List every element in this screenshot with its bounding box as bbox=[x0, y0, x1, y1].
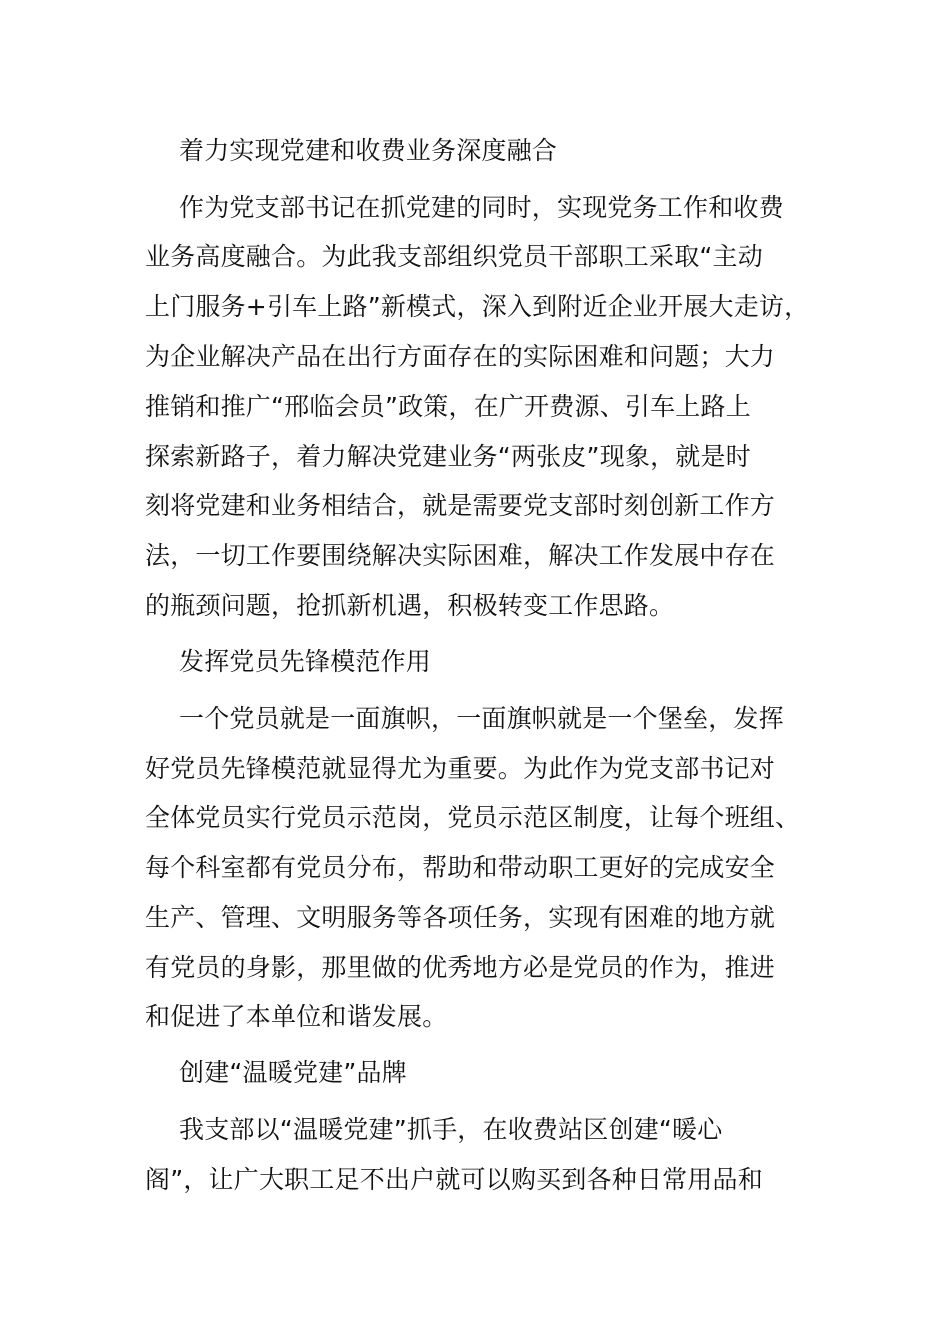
section-heading: 着力实现党建和收费业务深度融合 bbox=[179, 136, 558, 165]
paragraph-line: 上门服务+引车上路”新模式，深入到附近企业开展大走访， bbox=[145, 292, 810, 321]
paragraph-line: 我支部以“温暖党建”抓手，在收费站区创建“暖心 bbox=[179, 1115, 723, 1144]
paragraph-line: 和促进了本单位和谐发展。 bbox=[145, 1002, 448, 1031]
paragraph-line: 刻将党建和业务相结合，就是需要党支部时刻创新工作方 bbox=[145, 491, 776, 520]
paragraph-line: 法，一切工作要围绕解决实际困难，解决工作发展中存在 bbox=[145, 541, 776, 570]
paragraph-line: 好党员先锋模范就显得尤为重要。为此作为党支部书记对 bbox=[145, 754, 776, 783]
paragraph-line: 有党员的身影，那里做的优秀地方必是党员的作为，推进 bbox=[145, 953, 776, 982]
paragraph-line: 作为党支部书记在抓党建的同时，实现党务工作和收费 bbox=[179, 193, 784, 222]
paragraph-line: 全体党员实行党员示范岗，党员示范区制度，让每个班组、 bbox=[145, 803, 801, 832]
paragraph-line: 每个科室都有党员分布，帮助和带动职工更好的完成安全 bbox=[145, 853, 776, 882]
paragraph-line: 推销和推广“邢临会员”政策，在广开费源、引车上路上 bbox=[145, 392, 751, 421]
section-heading: 创建“温暖党建”品牌 bbox=[179, 1058, 407, 1087]
paragraph-line: 一个党员就是一面旗帜，一面旗帜就是一个堡垒，发挥 bbox=[179, 704, 784, 733]
section-heading: 发挥党员先锋模范作用 bbox=[179, 647, 432, 676]
paragraph-line: 的瓶颈问题，抢抓新机遇，积极转变工作思路。 bbox=[145, 591, 675, 620]
paragraph-line: 探索新路子，着力解决党建业务“两张皮”现象，就是时 bbox=[145, 442, 751, 471]
paragraph-line: 阁”，让广大职工足不出户就可以购买到各种日常用品和 bbox=[145, 1165, 763, 1194]
paragraph-line: 生产、管理、文明服务等各项任务，实现有困难的地方就 bbox=[145, 903, 776, 932]
paragraph-line: 为企业解决产品在出行方面存在的实际困难和问题；大力 bbox=[145, 342, 776, 371]
paragraph-line: 业务高度融合。为此我支部组织党员干部职工采取“主动 bbox=[145, 242, 763, 271]
